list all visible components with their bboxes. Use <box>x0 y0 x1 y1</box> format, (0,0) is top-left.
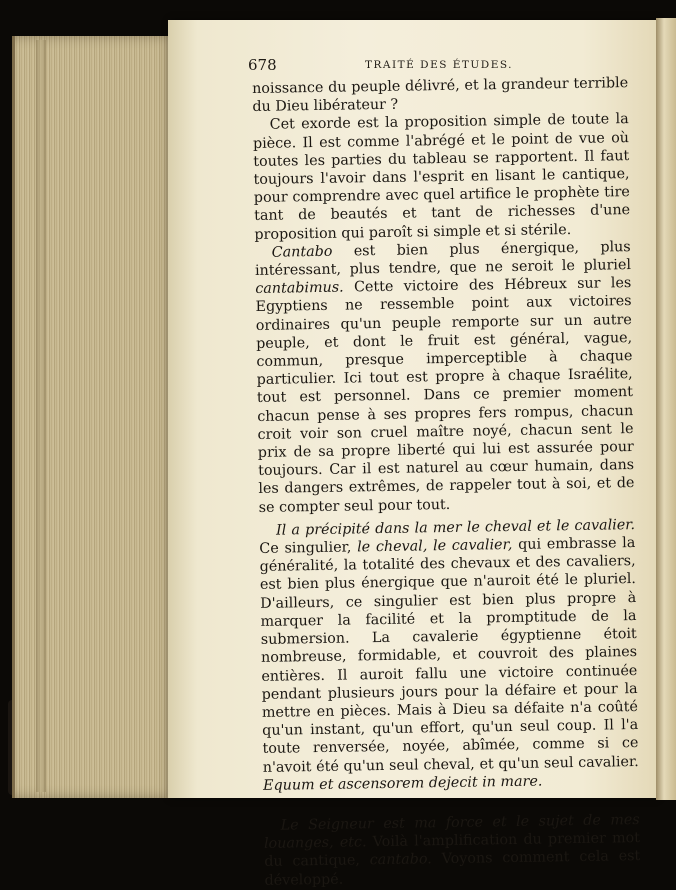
text-segment: Cette victoire des Hébreux sur les Egyptiens ne ressemble point aux victoires ordinaires qu'un peuple remporte sur un autre peuple, et dont le fruit est général, vague, commun, presque imperceptible à chaque particulier. Ici tout est propre à chaque Israélite, tout est personnel. Dans ce premier moment chacun pense à ses propres fers rompus, chacun croit voir son cruel maître noyé, chacun sent le prix de sa propre liberté qui lui est assurée pour toujours. Car il est naturel au cœur humain, dans les dangers extrêmes, de rappeler tout à soi, et de se compter seul pour tout. <box>255 275 635 516</box>
text-segment: noissance du peuple délivré, et la grandeur terrible du Dieu libérateur ? <box>252 75 629 116</box>
text-segment: qui embrasse la généralité, la totalité des chevaux et des cavaliers, est bien plus énergique que n'auroit été le pluriel. D'ailleurs, ce singulier est bien plus propre à marquer la facilité et la promptitude de la submersion. La cavalerie égyptienne étoit nombreuse, formidable, et couvroit des plaines entières. Il auroit fallu une victoire continuée pendant plusieurs jours pour la défaire et pour la mettre en pièces. Mais à Dieu sa défaite n'a coûté qu'un instant, qu'un effort, qu'un seul coup. Il l'a toute renversée, noyée, abîmée, comme si ce n'avoit été qu'un seul cheval, et qu'un seul cavalier. <box>259 535 639 776</box>
text-segment: Ce singulier, <box>259 539 358 558</box>
italic-text: cantabo. <box>369 851 432 869</box>
italic-text: Le Seigneur est ma force et le sujet de mes louanges, etc. <box>263 811 640 853</box>
text-segment: Cet exorde est la proposition simple de toute la pièce. Il est comme l'abrégé et le point de vue où toutes les parties du tableau se rapportent. Il faut toujours l'avoir dans l'esprit en lisant le cantique, pour comprendre avec quel artifice le prophète tire tant de beautés et tant de richesses d'une proposition qui paroît si simple et si stérile. <box>252 111 631 243</box>
italic-text: le cheval, le cavalier, <box>357 537 513 556</box>
italic-text: Il a précipité dans la mer le cheval et le cavalier. <box>275 516 636 539</box>
page-number: 678 <box>248 56 277 74</box>
text-segment: est bien plus énergique, plus intéressant, plus tendre, que ne seroit le pluriel <box>254 238 632 280</box>
text-segment: Voyons comment cela est développé. <box>264 848 641 889</box>
page-edges-shadow <box>36 40 46 792</box>
paragraph <box>253 110 631 243</box>
body-text <box>252 74 641 890</box>
paragraph <box>252 74 629 116</box>
running-title: TRAITÉ DES ÉTUDES. <box>365 59 514 71</box>
italic-text: Equum et ascensorem dejecit in mare. <box>262 773 543 794</box>
italic-text: cantabimus. <box>255 279 344 298</box>
opposite-page-edge <box>656 18 676 800</box>
paragraph <box>264 811 641 890</box>
italic-text: Cantabo <box>271 243 333 261</box>
page-header <box>248 56 628 76</box>
text-segment: Voilà l'amplification du premier mot du cantique, <box>264 830 641 871</box>
paragraph <box>259 516 639 795</box>
paragraph <box>255 238 635 517</box>
